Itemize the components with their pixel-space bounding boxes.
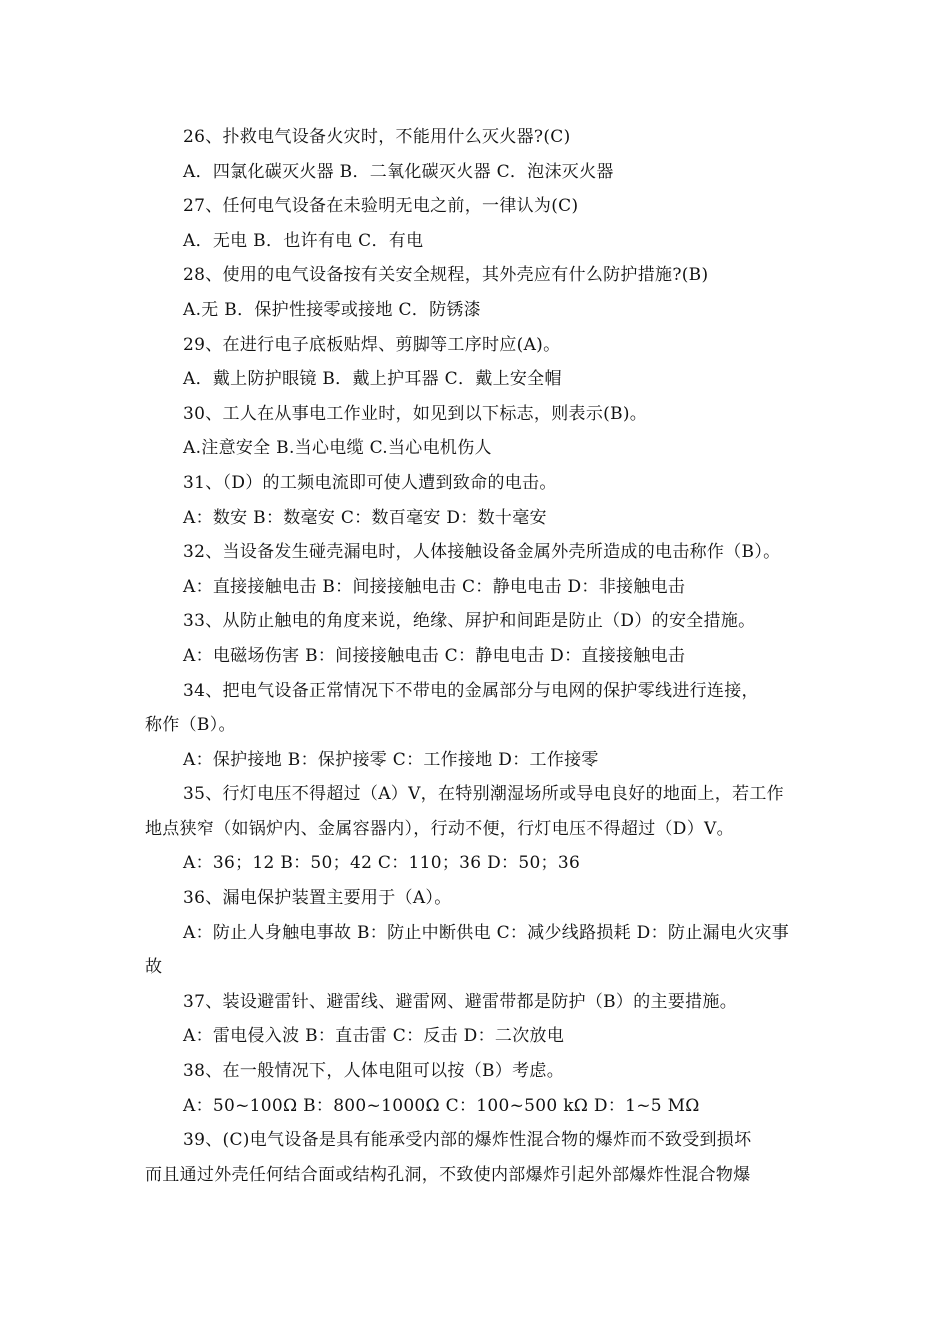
text-line: 故 [145,957,163,978]
text-line: A：保护接地 B：保护接零 C：工作接地 D：工作接零 [183,749,599,770]
text-line: 32、当设备发生碰壳漏电时，人体接触设备金属外壳所造成的电击称作（B）。 [183,542,781,563]
document-body [145,120,810,1192]
text-line: 36、漏电保护装置主要用于（A）。 [183,888,452,909]
text-line: 26、扑救电气设备火灾时，不能用什么灭火器?(C) [183,127,571,147]
text-line: 30、工人在从事电工作业时，如见到以下标志，则表示(B)。 [183,403,648,424]
text-line: 28、使用的电气设备按有关安全规程，其外壳应有什么防护措施?(B) [183,265,709,286]
text-line: A：数安 B：数毫安 C：数百毫安 D：数十毫安 [183,507,547,528]
text-line: 37、装设避雷针、避雷线、避雷网、避雷带都是防护（B）的主要措施。 [183,991,738,1012]
text-line: 27、任何电气设备在未验明无电之前，一律认为(C) [183,196,579,217]
text-line: 29、在进行电子底板贴焊、剪脚等工序时应(A)。 [183,334,561,355]
text-line: 39、(C)电气设备是具有能承受内部的爆炸性混合物的爆炸而不致受到损坏 [183,1130,752,1151]
text-line: A：50~100Ω B：800~1000Ω C：100~500 kΩ D：1~5 MΩ [183,1095,700,1116]
text-line: 34、把电气设备正常情况下不带电的金属部分与电网的保护零线进行连接， [183,680,759,701]
text-line: 地点狭窄（如锅炉内、金属容器内），行动不便，行灯电压不得超过（D）V。 [145,818,734,839]
text-line: 35、行灯电压不得超过（A）V，在特别潮湿场所或导电良好的地面上，若工作 [183,784,784,805]
text-line: 38、在一般情况下，人体电阻可以按（B）考虑。 [183,1061,565,1082]
text-line: A：直接接触电击 B：间接接触电击 C：静电电击 D：非接触电击 [183,576,686,597]
text-line: A：防止人身触电事故 B：防止中断供电 C：减少线路损耗 D：防止漏电火灾事 [183,922,790,943]
text-line: A．四氯化碳灭火器 B．二氧化碳灭火器 C．泡沫灭火器 [183,161,614,182]
text-line: 称作（B）。 [145,715,236,736]
text-line: 而且通过外壳任何结合面或结构孔洞，不致使内部爆炸引起外部爆炸性混合物爆 [145,1164,751,1185]
text-line: A．戴上防护眼镜 B．戴上护耳器 C．戴上安全帽 [183,369,562,390]
text-line: A：雷电侵入波 B：直击雷 C：反击 D：二次放电 [183,1026,565,1047]
text-line: A：电磁场伤害 B：间接接触电击 C：静电电击 D：直接接触电击 [183,645,686,666]
text-line: A.无 B．保护性接零或接地 C．防锈漆 [183,299,481,320]
text-line: 31、（D）的工频电流即可使人遭到致命的电击。 [183,472,557,493]
text-line: A．无电 B．也许有电 C．有电 [183,230,424,251]
text-line: A.注意安全 B.当心电缆 C.当心电机伤人 [183,438,492,459]
text-line: 33、从防止触电的角度来说，绝缘、屏护和间距是防止（D）的安全措施。 [183,611,756,632]
text-line: A：36；12 B：50；42 C：110；36 D：50；36 [183,853,581,874]
